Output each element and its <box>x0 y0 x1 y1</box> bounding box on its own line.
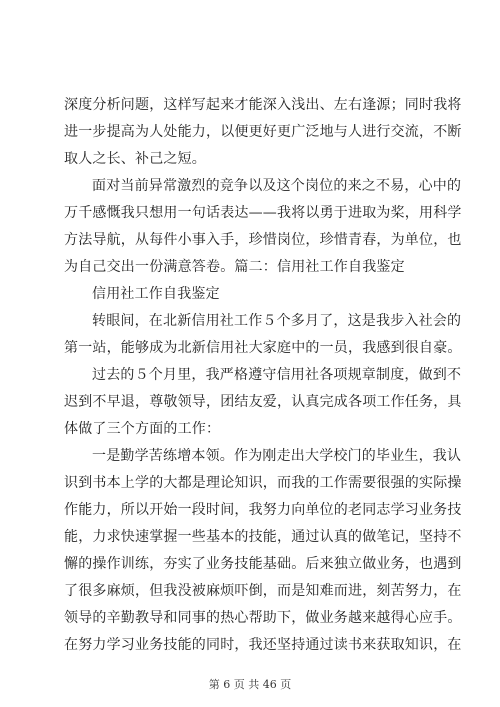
text-line: 领导的辛勤教导和同事的热心帮助下，做业务越来越得心应手。 <box>64 610 462 626</box>
text-line: 体做了三个方面的工作： <box>64 421 221 437</box>
text-line: 为自己交出一份满意答卷。篇二：信用社工作自我鉴定 <box>64 259 405 275</box>
text-line: 进一步提高为人处能力，以便更好更广泛地与人进行交流，不断 <box>64 124 462 140</box>
page-footer: 第 6 页 共 46 页 <box>208 678 292 691</box>
text-line: 在努力学习业务技能的同时，我还坚持通过读书来获取知识，在 <box>64 637 462 653</box>
text-line: 第一站，能够成为北新信用社大家庭中的一员，我感到很自豪。 <box>64 340 462 356</box>
text-line: 转眼间，在北新信用社工作５个多月了，这是我步入社会的 <box>92 313 462 329</box>
text-line: 万千感慨我只想用一句话表达——我将以勇于进取为桨，用科学 <box>64 205 462 221</box>
text-line: 能，力求快速掌握一些基本的技能，通过认真的做笔记，坚持不 <box>64 529 462 545</box>
text-line: 方法导航，从每件小事入手，珍惜岗位，珍惜青春，为单位，也 <box>64 232 462 248</box>
text-line: 一是勤学苦练增本领。作为刚走出大学校门的毕业生，我认 <box>92 448 462 464</box>
text-line: 过去的５个月里，我严格遵守信用社各项规章制度，做到不 <box>92 367 462 383</box>
text-line: 识到书本上学的大都是理论知识，而我的工作需要很强的实际操 <box>64 475 462 491</box>
text-line: 了很多麻烦，但我没被麻烦吓倒，而是知难而进，刻苦努力，在 <box>64 583 462 599</box>
text-line: 懈的操作训练，夯实了业务技能基础。后来独立做业务，也遇到 <box>64 556 462 572</box>
text-line: 取人之长、补己之短。 <box>64 151 206 167</box>
text-line: 面对当前异常激烈的竞争以及这个岗位的来之不易，心中的 <box>92 178 462 194</box>
text-line: 信用社工作自我鉴定 <box>92 286 220 302</box>
text-line: 迟到不早退，尊敬领导，团结友爱，认真完成各项工作任务，具 <box>64 394 462 410</box>
text-line: 作能力，所以开始一段时间，我努力向单位的老同志学习业务技 <box>64 502 462 518</box>
document-body <box>64 92 460 659</box>
text-line: 深度分析问题，这样写起来才能深入浅出、左右逢源；同时我将 <box>64 97 462 113</box>
